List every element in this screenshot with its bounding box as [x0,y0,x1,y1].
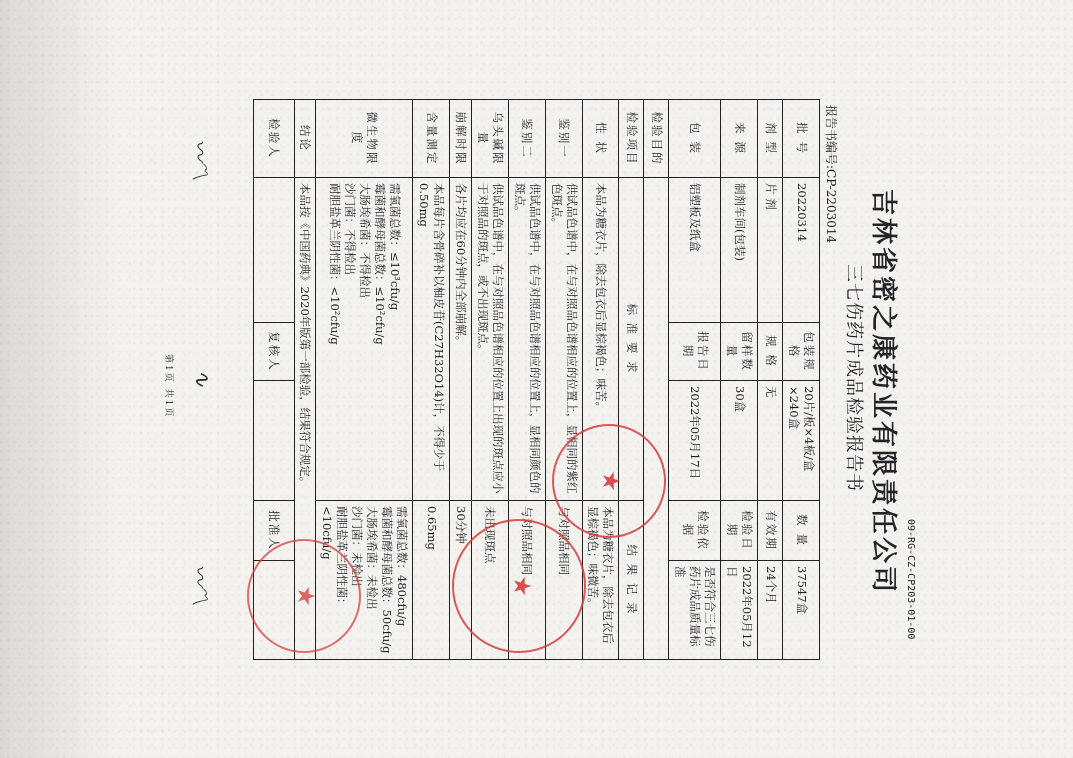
test-date-value: 2022年05月12日 [721,561,758,660]
result-cell: 本品为糖衣片，除去包衣后显棕褐色；味微苦。 [582,501,619,660]
standard-cell: 本品每片含骨碎补以柚皮苷(C27H32O14)计，不得少于0.50mg [413,178,450,501]
col-result-header: 结 果 记 录 [619,501,644,660]
result-cell: 需氧菌总数：480cfu/g 霉菌和酵母菌总数：50cfu/g 大肠埃希菌：未检出 沙门菌：未检出 耐胆盐革兰阴性菌：<10cfu/g [316,501,413,660]
inspector-label: 检验人 [253,100,294,178]
dosage-value: 片 剂 [758,178,783,323]
package-label: 包 装 [669,100,721,178]
report-document [156,99,916,659]
standard-cell: 本品为糖衣片，除去包衣后显棕褐色；味苦。 [582,178,619,501]
table-row [413,100,450,660]
report-date-label: 报告日期 [669,323,721,381]
spec-label: 规 格 [758,323,783,381]
reviewer-signature: ∿ [189,369,214,386]
package-value: 铝塑板及纸盒 [669,178,721,323]
report-title: 三七伤药片成品检验报告书 [843,264,864,492]
batch-value: 20220314 [783,178,820,323]
validity-label: 有效期 [758,501,783,561]
result-cell: 30分钟 [450,501,472,660]
company-seal-bottom [247,539,361,653]
col-item-header: 检验项目 [619,100,644,178]
page-number: 第1页 共1页 [163,354,173,419]
report-date-value: 2022年05月17日 [669,381,721,501]
form-code: 09-RG-CZ-CP203-01-00 [905,519,916,640]
standard-cell: 需氧菌总数：≤10³cfu/g 霉菌和酵母菌总数：≤10²cfu/g 大肠埃希菌：不得检出 沙门菌：不得检出 耐胆盐革兰阴性菌：<10²cfu/g [316,178,413,501]
dosage-label: 剂 型 [758,100,783,178]
validity-value: 24个月 [758,561,783,660]
conclusion-label: 结论 [294,100,316,178]
item-cell: 性 状 [582,100,619,178]
test-date-label: 检验日期 [721,501,758,561]
result-cell: 0.65mg [413,501,450,660]
approver-signature: 〰〽 [186,564,211,605]
item-cell: 微生物限度 [316,100,413,178]
inspector-signature-cell [253,178,294,323]
quality-dept-stamp [552,424,666,538]
reviewer-signature-cell [253,381,294,501]
result-cell: 未出现斑点 [471,501,508,660]
source-value: 制剂车间(包装) [721,178,758,323]
reviewer-label: 复核人 [253,323,294,381]
standard-cell: 供试品色谱中，在与对照品色谱相应的位置上，显相同的紫红色斑点。 [545,178,582,501]
scan-shadow [0,0,120,758]
pack-spec-value: 20片/板×4板/盒×240盒 [783,381,820,501]
standard-cell: 各片均应在60分钟内全部崩解。 [450,178,472,501]
quantity-value: 37547盒 [783,561,820,660]
col-standard-header: 标 准 要 求 [619,178,644,501]
basis-value: 是否符合三七伤药片成品质量标准 [669,561,721,660]
standard-cell: 供试品色谱中，在与对照品色谱相应的位置上，显相同颜色的斑点。 [508,178,545,501]
report-number: CP-2203014 [824,169,838,244]
star-icon: ★ [597,470,626,492]
company-name: 吉林省密之康药业有限责任公司 [868,189,898,596]
basis-label: 检验依据 [669,501,721,561]
item-cell: 崩解时限 [450,100,472,178]
approver-label: 批准人 [253,501,294,561]
pack-spec-label: 包装规格 [783,323,820,381]
batch-label: 批 号 [783,100,820,178]
result-cell: 与对照品相同 [508,501,545,660]
standard-cell: 供试品色谱中，在与对照品色谱相应的位置上出现的斑点应小于对照品的斑点，或不出现斑点。 [471,178,508,501]
purpose-value [644,178,669,660]
result-cell: 与对照品相同 [545,501,582,660]
inspector-signature: 〰〽 [186,139,211,180]
source-label: 来 源 [721,100,758,178]
table-row [582,100,619,660]
item-cell: 乌头碱限量 [471,100,508,178]
purpose-label: 检验目的 [644,100,669,178]
star-icon: ★ [292,585,321,607]
conclusion-text: 本品按《中国药典》2020年版第一部检验，结果符合规定。 [294,178,316,660]
retain-label: 留样数量 [721,323,758,381]
report-number-label: 报告书编号: [824,105,838,170]
spec-value: 无 [758,381,783,501]
company-stamp [452,519,586,653]
quantity-label: 数 量 [783,501,820,561]
item-cell: 鉴别二 [508,100,545,178]
item-cell: 含量测定 [413,100,450,178]
retain-value: 30盒 [721,381,758,501]
star-icon: ★ [507,575,536,597]
item-cell: 鉴别一 [545,100,582,178]
report-number-line [823,105,840,243]
